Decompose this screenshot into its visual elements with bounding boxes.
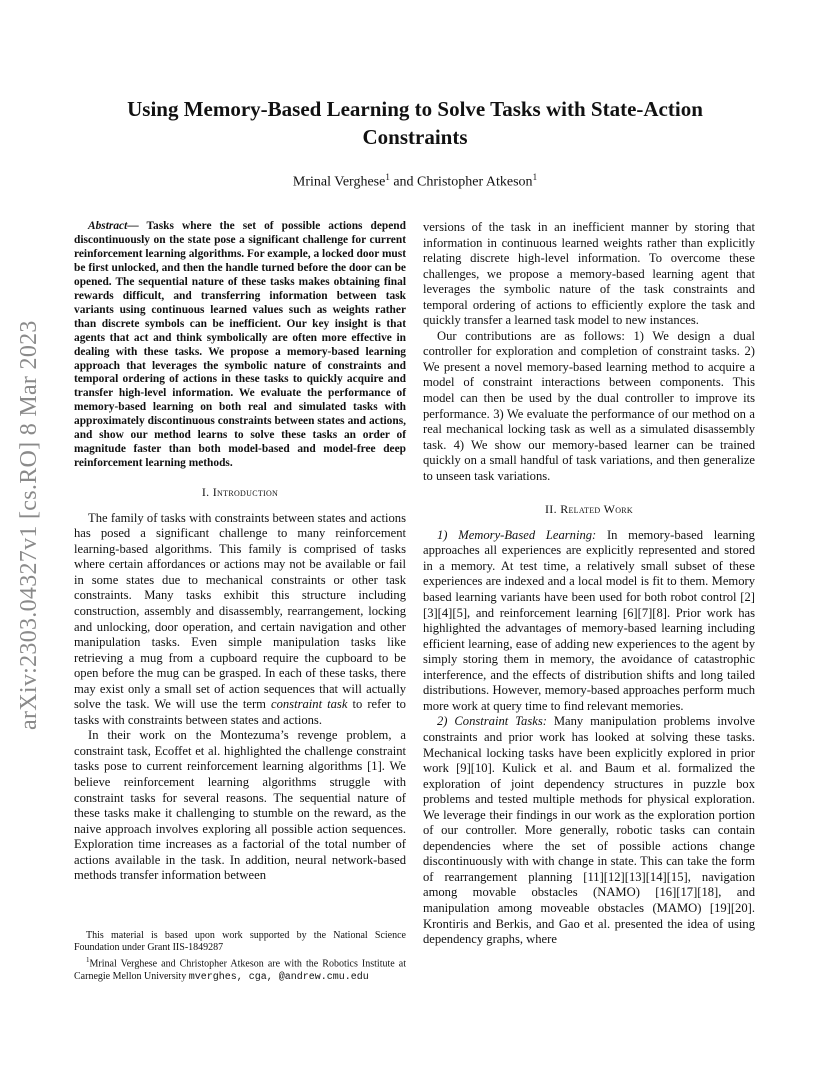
section-heading-introduction: I. Introduction [201, 485, 279, 500]
funding-footnote: This material is based upon work supported by the National Science Foundation under Grant IIS-1849287 [74, 930, 406, 954]
abstract-text: Tasks where the set of possible actions depend discontinuously on the state pose a significant challenge for current reinforcement learning algorithms. For example, a locked door must be first unlocked, and then the handle turned before the door can be opened. The sequential nature of these tasks makes obtaining final rewards difficult, and transferring information between task variants using continuous learned values such as weights rather than discrete symbols can be inefficient. Our key insight is that agents that act and think symbolically are often more effective in dealing with these tasks. We propose a memory-based learning approach that leverages the symbolic nature of constraints and temporal ordering of actions in these tasks to quickly acquire and transfer high-level information. We evaluate the performance of memory-based learning on both real and simulated tasks with approximately discontinuous constraints between states and actions, and show our method learns to solve these tasks an order of magnitude faster than both model-based and model-free deep reinforcement learning methods. [74, 220, 406, 470]
intro-paragraph: The family of tasks with constraints between states and actions has posed a significant challenge to many reinforcement learning-based algorithms. This family is comprised of tasks where certain affordances or actions may not be available or fail in some states due to mechanical constraints or other task constraints. Many tasks exhibit this structure including construction, assembly and disassembly, rearrangement, locking and unlocking, door operation, and certain navigation and other manipulation tasks. Even simple manipulation tasks like retrieving a mug from a cupboard require the cupboard to be open before the mug can be grasped. In each of these tasks, there may exist only a small set of action sequences that will actually solve the task. We will use the term constraint task to refer to tasks with constraints between states and actions. [74, 510, 406, 727]
author-emails: mverghes, cga, @andrew.cmu.edu [188, 971, 369, 983]
related-paragraph: 2) Constraint Tasks: Many manipulation problems involve constraints and prior work has looked at solving these tasks. Mechanical locking tasks have been explicitly explored in prior work [9][10]. Kulick et al. and Baum et al. formalized the exploration of joint dependency structures in puzzle box problems and tested multiple methods for physical exploration. We leverage their findings in our work as the exploration portion of our controller. More generally, robotic tasks can contain dependencies where the set of possible actions change discontinuously with with change in state. This can take the form of rearrangement planning [11][12][13][14][15], navigation among movable obstacles (NAMO) [16][17][18], and manipulation among moveable obstacles (MAMO) [19][20]. Krontiris and Berkis, and Gao et al. presented the idea of using dependency graphs, where [423, 714, 756, 947]
affiliation-footnote: $^1$Mrinal Verghese and Christopher Atkeson are with the Robotics Institute at Carnegie Mellon University mverghes, cga, @andrew.cmu.edu [74, 956, 406, 983]
arxiv-stamp-text: arXiv:2303.04327v1 [cs.RO] 8 Mar 2023 [16, 320, 42, 730]
left-column [74, 220, 406, 884]
defined-term: constraint task [271, 697, 348, 712]
footnotes [74, 930, 406, 984]
right-column [423, 220, 755, 948]
author-separator: and Christopher Atkeson [389, 174, 533, 190]
abstract-label: Abstract [88, 220, 128, 232]
paper-title: Using Memory-Based Learning to Solve Tasks with State-Action Constraints [127, 97, 703, 149]
affiliation-mark: 1 [385, 172, 390, 182]
related-paragraph: 1) Memory-Based Learning: In memory-based learning approaches all experiences are explicitly represented and stored in a memory. At test time, a relatively small subset of these experiences are indexed and a local model is fit to them. Memory based learning variants have been used for both robot control [2][3][4][5], and reinforcement learning [6][7][8]. Prior work has highlighted the advantages of memory-based learning including efficient learning, ease of adding new experiences to the agent by simply storing them in memory, the avoidance of catastrophic interference, and the effects of distribution shifts and long tailed distributions. However, memory-based approaches perform much more work at query time to find relevant memories. [423, 527, 755, 713]
subsection-title: 1) Memory-Based Learning: [437, 527, 597, 542]
subsection-title: 2) Constraint Tasks: [437, 714, 547, 729]
author-name: Mrinal Verghese [292, 174, 386, 190]
arxiv-stamp [12, 290, 52, 730]
intro-paragraph: versions of the task in an inefficient manner by storing that information in continuous learned weights rather than explicitly relating discrete high-level information. To overcome these challenges, we propose a memory-based learning agent that leverages the symbolic nature of the task constraints and temporal ordering of actions to efficiently explore the task and quickly transfer a learned task model to new instances. [423, 220, 755, 328]
abstract-dash: — [127, 220, 147, 232]
author-line [90, 172, 740, 191]
affiliation-mark: 1 [532, 172, 538, 182]
section-heading-related-work: II. Related Work [544, 502, 634, 517]
intro-paragraph: In their work on the Montezuma’s revenge problem, a constraint task, Ecoffet et al. highlighted the challenge constraint tasks pose to current reinforcement learning algorithms [1]. We believe reinforcement learning algorithms struggle with constraint tasks for several reasons. The sequential nature of these tasks make it challenging to stumble on the reward, as the naive approach involves exploring all possible action sequences. Exploration time increases as a factorial of the total number of actions available in the task. In addition, neural network-based methods transfer information between [74, 728, 406, 883]
contributions-paragraph: Our contributions are as follows: 1) We design a dual controller for exploration and completion of constraint tasks. 2) We present a novel memory-based learning method to acquire a model of constraint interactions between components. This model can then be used by the dual controller to improve its performance. 3) We evaluate the performance of our method on a real mechanical locking task as well as a simulated disassembly task. 4) We show our memory-based learner can be trained quickly on a small handful of task variations, and then generalize to unseen task variations. [423, 328, 755, 483]
abstract [74, 220, 406, 471]
